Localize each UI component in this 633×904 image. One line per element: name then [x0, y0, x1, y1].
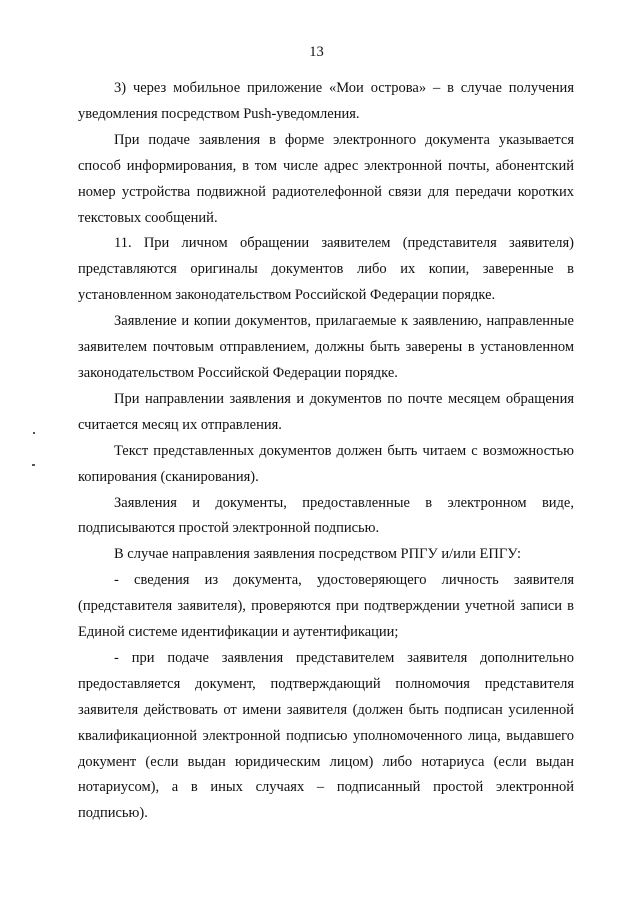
paragraph: Заявления и документы, предоставленные в электронном виде, подписываются простой электронной подписью. [78, 494, 574, 537]
paragraph: 11. При личном обращении заявителем (представителя заявителя) представляются оригиналы документов либо их копии, заверенные в установленном законодательством Российской Федерации порядке. [78, 235, 574, 304]
paragraph: Заявление и копии документов, прилагаемые к заявлению, направленные заявителем почтовым отправлением, должны быть заверены в установленном законодательством Российской Федерации порядке. [78, 313, 574, 381]
paragraph: - сведения из документа, удостоверяющего личность заявителя (представителя заявителя), проверяются при подтверждении учетной записи в Единой системе идентификации и аутентификации; [78, 572, 574, 641]
paragraph: В случае направления заявления посредством РПГУ и/или ЕПГУ: [114, 546, 521, 563]
paragraph: При направлении заявления и документов по почте месяцем обращения считается месяц их отправления. [78, 390, 574, 433]
document-body [78, 76, 574, 827]
scan-mark [33, 432, 35, 434]
scan-mark [32, 464, 35, 466]
paragraph: При подаче заявления в форме электронного документа указывается способ информирования, в том числе адрес электронной почты, абонентский номер устройства подвижной радиотелефонной связи для передачи коротких текстовых сообщений. [78, 131, 574, 226]
paragraph: - при подаче заявления представителем заявителя дополнительно предоставляется документ, подтверждающий полномочия представителя заявителя действовать от имени заявителя (должен быть подписан усиленной квалификационной электронной подписью уполномоченного лица, выдавшего документ (если выдан юридическим лицом) либо нотариуса (если выдан нотариусом), а в иных случаях – подписанный простой электронной подписью). [78, 649, 574, 822]
paragraph: 3) через мобильное приложение «Мои острова» – в случае получения уведомления посредством Push-уведомления. [78, 80, 574, 122]
paragraph: Текст представленных документов должен быть читаем с возможностью копирования (сканирования). [78, 442, 574, 485]
page-number: 13 [309, 44, 324, 60]
